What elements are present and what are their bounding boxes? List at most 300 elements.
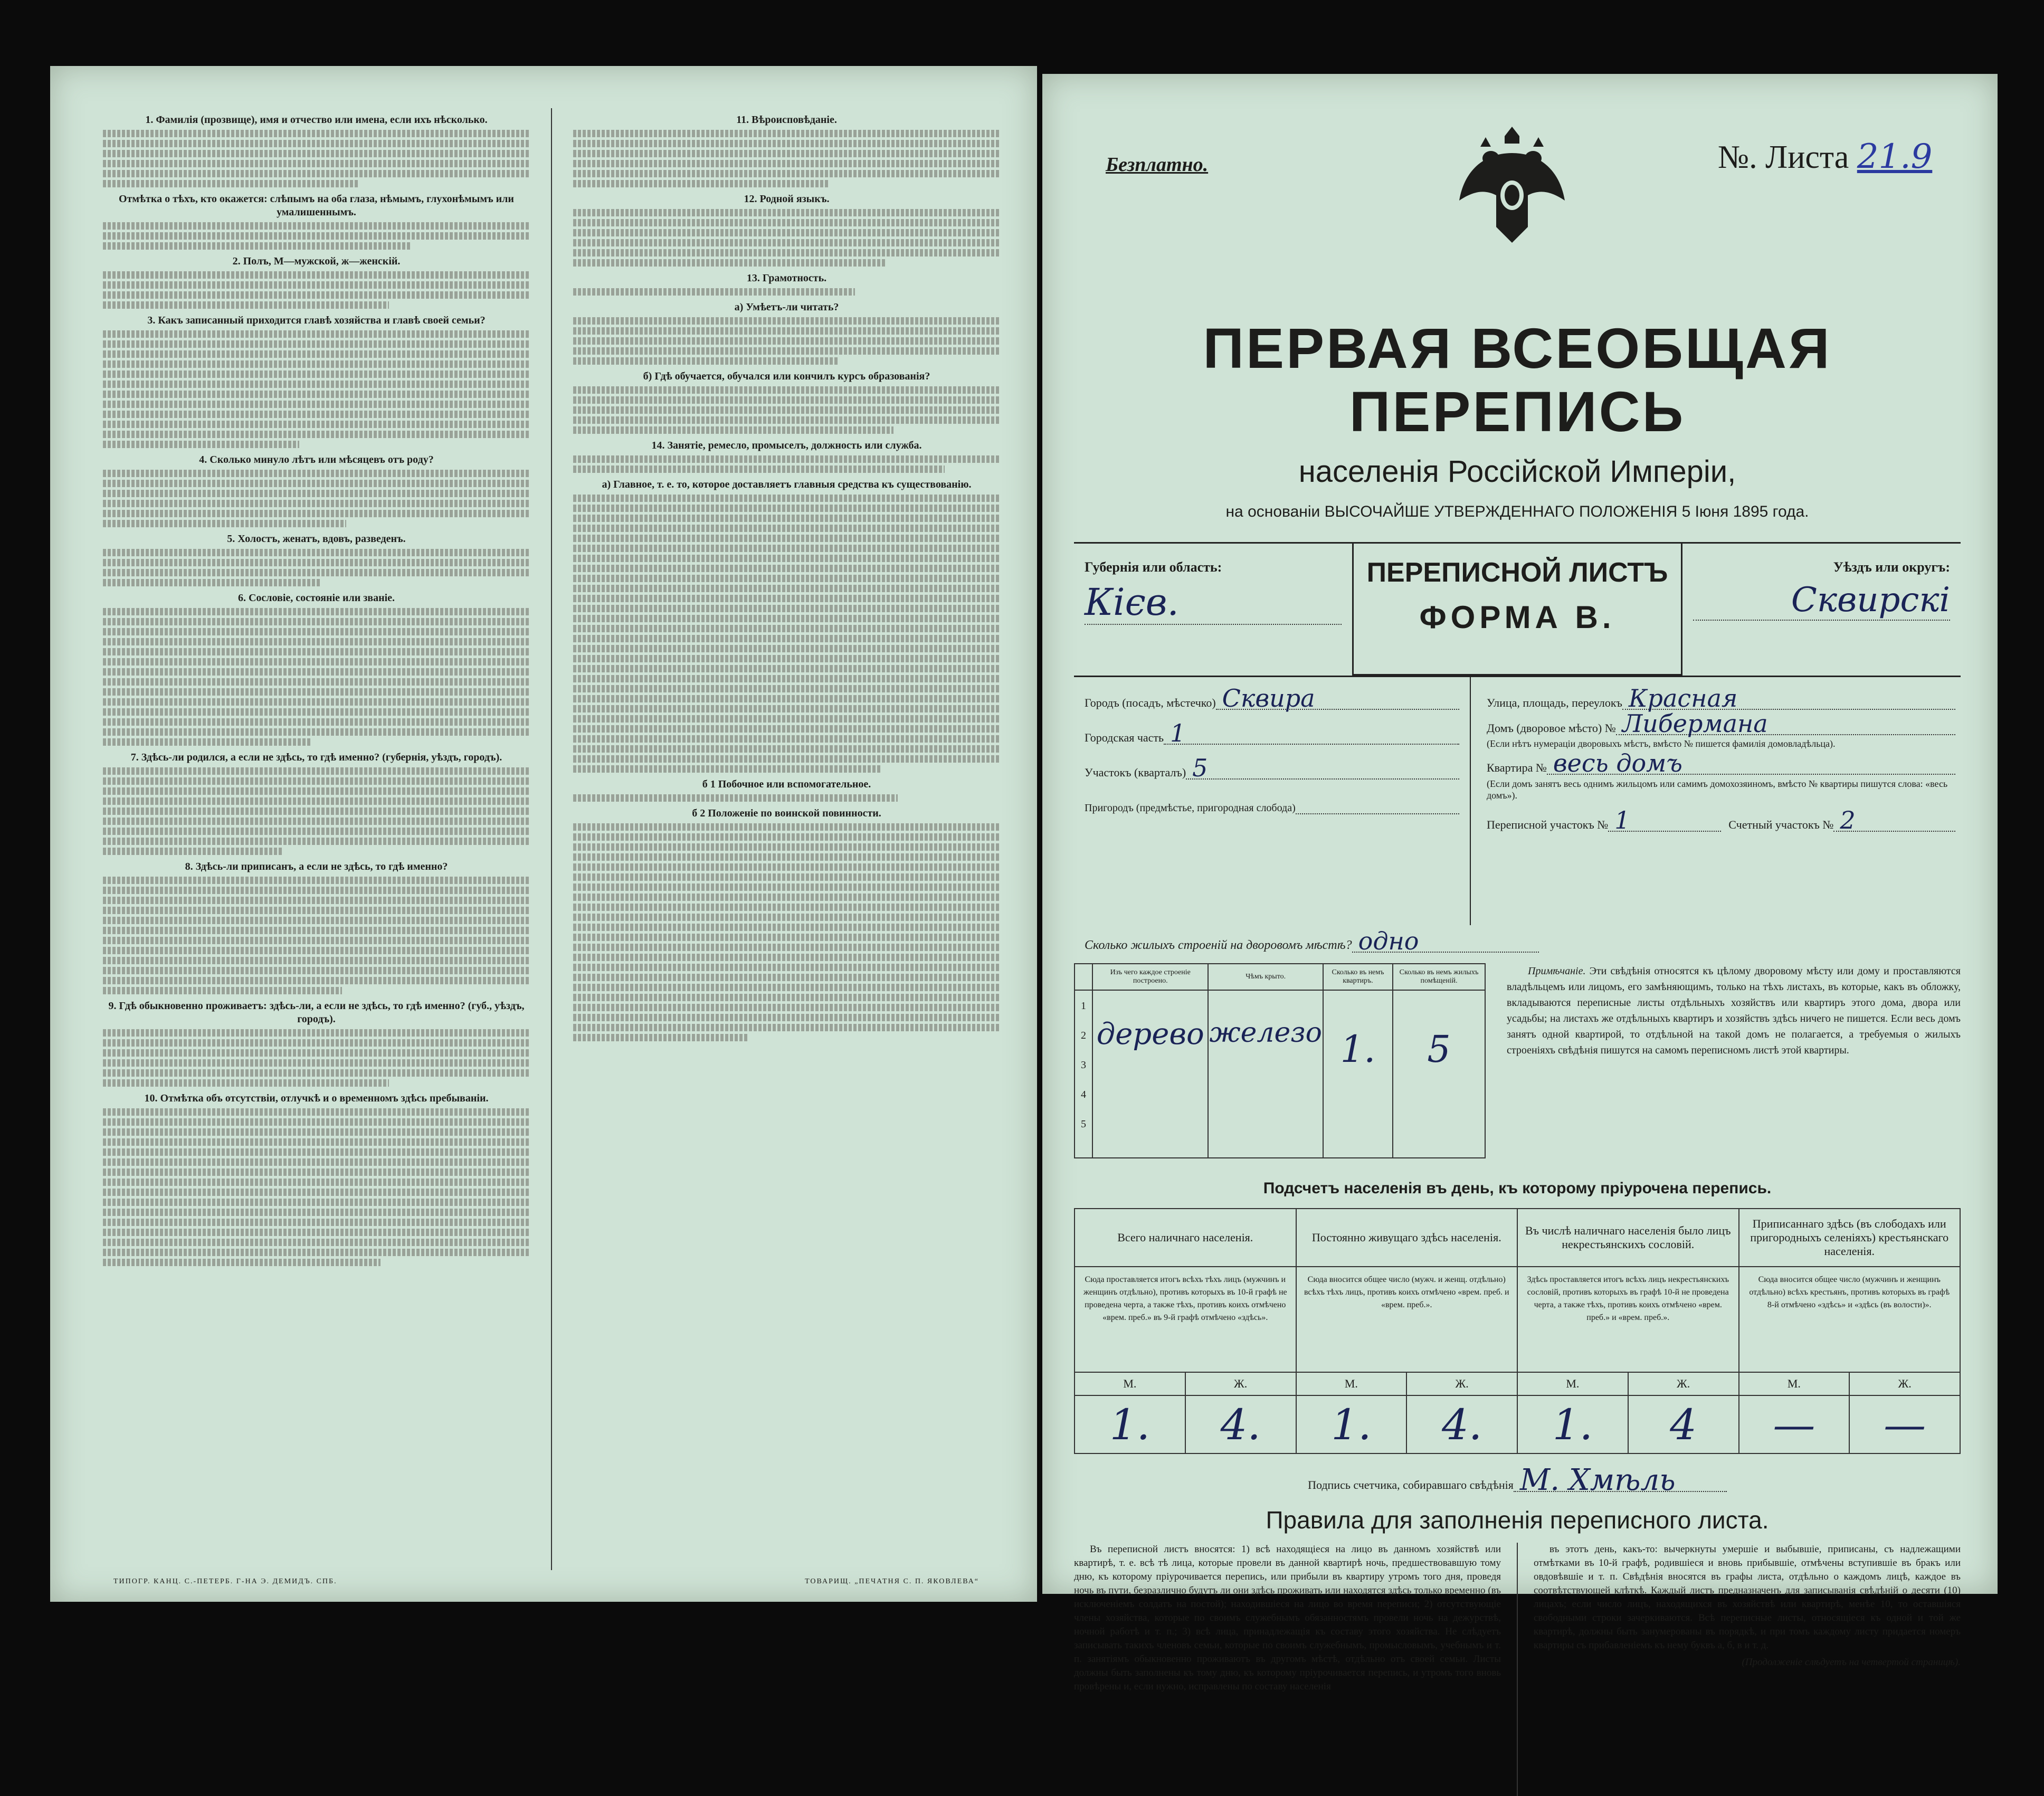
ulitsa-label: Улица, площадь, переулокъ (1487, 696, 1622, 709)
print-line (573, 515, 1000, 522)
print-line (103, 281, 530, 289)
instruction-heading: 1. Фамилія (прозвище), имя и отчество или имена, если ихъ нѣсколько. (145, 114, 488, 126)
census-title: ПЕРВАЯ ВСЕОБЩАЯ ПЕРЕПИСЬ (1203, 316, 1832, 443)
print-line (573, 565, 1000, 572)
print-line (573, 455, 1000, 463)
print-line (103, 628, 530, 635)
instruction-heading: б 1 Побочное или вспомогательное. (702, 778, 871, 790)
print-line (573, 595, 1000, 602)
print-line (103, 1039, 530, 1047)
print-line (573, 150, 1000, 157)
ulitsa-row (1487, 684, 1955, 712)
census-subtitle: населенія Россійской Имперіи, (1298, 454, 1736, 489)
print-line (103, 470, 530, 477)
print-line (573, 615, 1000, 622)
print-line (103, 977, 530, 984)
print-line (573, 863, 1000, 871)
print-line (103, 431, 530, 438)
address-left (1074, 677, 1471, 925)
instruction-heading: 13. Грамотность. (746, 272, 827, 284)
instructions-column-1 (103, 108, 530, 1570)
print-line (103, 381, 530, 388)
ulitsa-value: Красная (1622, 688, 1955, 710)
sheet-number-value: 21.9 (1857, 137, 1933, 176)
print-line (573, 1034, 748, 1041)
buildings-header-roof: Чѣмъ крыто. (1208, 964, 1323, 990)
print-line (573, 984, 1000, 991)
instructions-column-2 (573, 108, 1000, 1570)
podschet-mz-row (1075, 1372, 1960, 1395)
uchastok-row (1085, 754, 1459, 782)
instruction-heading: 12. Родной языкъ. (744, 193, 830, 205)
print-line (103, 797, 530, 805)
gubernia-label: Губернія или область: (1085, 559, 1222, 575)
gorod-row (1085, 684, 1459, 712)
print-line (103, 807, 530, 815)
print-line (103, 1029, 530, 1037)
print-line (103, 1148, 530, 1156)
dom-row (1487, 709, 1955, 738)
prigorod-row (1085, 792, 1459, 814)
print-line (573, 406, 1000, 414)
print-line (573, 239, 1000, 246)
print-line (573, 160, 1000, 167)
print-line (103, 1138, 530, 1146)
print-line (103, 1259, 381, 1266)
print-line (103, 370, 530, 378)
note-text: Эти свѣдѣнія относятся къ цѣлому дворовому мѣсту или дому и проставляются владѣльцемъ или лицомъ, его замѣняющимъ, только на тѣхъ листахъ, въ которые, какъ въ обложку, вкладываются переписные листы отдѣльныхъ хозяйствъ или квартиръ этого дома, двора или усадьбы; на листахъ же отдѣльныхъ квартиръ и хозяйствъ здѣсь ничего не пишется. Если весь домъ занятъ одной квартирой, то отдѣльной на такой домъ не полагается, а требуемыя о жилыхъ строеніяхъ свѣдѣнія пишутся на самомъ переписномъ листѣ этой квартиры. (1507, 965, 1961, 1056)
print-line (103, 907, 530, 914)
form-title-line2: ФОРМА В. (1419, 600, 1615, 635)
stroenia-label: Сколько жилыхъ строеній на дворовомъ мѣстѣ? (1085, 938, 1352, 952)
print-line (573, 1024, 1000, 1031)
print-line (103, 877, 530, 884)
print-line (573, 944, 1000, 951)
print-line (103, 350, 530, 358)
print-line (103, 718, 530, 726)
print-line (573, 229, 1000, 236)
sheet-number (1718, 137, 1932, 176)
print-line (573, 883, 1000, 891)
print-line (103, 301, 389, 309)
census-basis: на основаніи ВЫСОЧАЙШЕ УТВЕРЖДЕННАГО ПОЛОЖЕНІЯ 5 Іюня 1895 года. (1225, 503, 1809, 520)
print-line (103, 140, 530, 147)
instruction-heading: а) Умѣетъ-ли читать? (734, 301, 839, 313)
print-line (103, 838, 530, 845)
signature-value: М. Хмѣль (1514, 1470, 1727, 1492)
print-line (573, 605, 1000, 612)
podschet-header-noncrestian: Въ числѣ наличнаго населенія было лицъ некрестьянскихъ сословій. (1517, 1209, 1739, 1267)
print-line (573, 635, 1000, 642)
mz-label: Ж. (1406, 1372, 1517, 1395)
podschet-notes-row (1075, 1267, 1960, 1372)
printer-marks (50, 1578, 1037, 1602)
row-number: 5 (1081, 1118, 1086, 1130)
print-line (103, 549, 530, 556)
buildings-header-apartments: Сколько въ немъ квартиръ. (1323, 964, 1393, 990)
podschet-note: Сюда проставляется итогъ всѣхъ тѣхъ лицъ (мужчинъ и женщинъ отдѣльно), противъ которыхъ въ 10-й графѣ не проведена черта, а также тѣхъ, противъ коихъ отмѣчено «врем. преб.» въ 9-й графѣ отмѣчено «здѣсь». (1075, 1267, 1296, 1372)
stroenia-value: одно (1352, 930, 1539, 953)
column-divider (551, 108, 552, 1570)
print-line (103, 421, 530, 428)
print-line (573, 209, 1000, 216)
buildings-table (1074, 963, 1486, 1158)
gubernia-block (1074, 544, 1352, 676)
print-line (573, 219, 1000, 226)
print-line (573, 357, 838, 365)
print-line (103, 818, 530, 825)
print-line (103, 559, 530, 566)
uezd-value: Сквирскі (1693, 581, 1950, 621)
instruction-heading: 5. Холостъ, женатъ, вдовъ, разведенъ. (227, 533, 406, 545)
buildings-section (1074, 963, 1961, 1169)
form-header (1074, 544, 1961, 676)
print-line (103, 1108, 530, 1116)
buildings-header-row (1075, 964, 1485, 990)
rules-title: Правила для заполненія переписного листа. (1266, 1506, 1769, 1534)
schetny-label: Счетный участокъ № (1728, 818, 1834, 831)
chast-row (1085, 719, 1459, 747)
row-number: 4 (1081, 1089, 1086, 1100)
mz-label: Ж. (1628, 1372, 1739, 1395)
print-line (103, 1059, 530, 1067)
buildings-row-numbers (1075, 990, 1092, 1158)
print-line (573, 317, 1000, 325)
mz-label: М. (1296, 1372, 1407, 1395)
print-line (573, 625, 1000, 632)
signature-row (1074, 1463, 1961, 1497)
print-line (103, 160, 530, 167)
signature-label: Подпись счетчика, собиравшаго свѣдѣнія (1308, 1478, 1514, 1491)
print-line (103, 1199, 530, 1206)
print-line (573, 894, 1000, 901)
print-line (103, 688, 530, 696)
print-line (573, 994, 1000, 1001)
print-line (103, 340, 530, 348)
print-line (103, 1079, 389, 1087)
mz-label: М. (1739, 1372, 1850, 1395)
right-page (1042, 74, 1998, 1692)
uchastok-label: Участокъ (кварталъ) (1085, 766, 1186, 779)
print-line (573, 130, 1000, 137)
print-line (103, 608, 530, 615)
kvartira-label: Квартира № (1487, 761, 1547, 774)
free-label: Безплатно. (1106, 154, 1209, 176)
print-line (103, 401, 530, 408)
buildings-data-row (1075, 990, 1485, 1158)
print-line (103, 1158, 530, 1166)
podschet-value: 1. (1296, 1395, 1407, 1453)
mz-label: Ж. (1185, 1372, 1296, 1395)
print-line (103, 480, 530, 487)
print-line (103, 848, 282, 855)
print-line (573, 337, 1000, 345)
rules-column-2-text: въ этотъ день, какъ-то: вычеркнуты умершіе и выбывшіе, приписаны, съ надлежащими отмѣтками въ 10-й графѣ, родившіеся и вновь прибывшіе, отмѣчены вступившіе въ бракъ или овдовѣвшіе и т. п. Свѣдѣнія вносятся въ графы листа, отдѣльно о каждомъ лицѣ, каждое въ соотвѣтствующей клѣткѣ. Каждый листъ предназначенъ для записыванія свѣдѣній о десяти (10) лицахъ; если число лицъ, находящихся въ хозяйствѣ или квартирѣ, менѣе 10, то оставшіяся свободными строки зачеркиваются. Всѣ переписные листы, относящіеся къ одной и той же квартирѣ, должны быть занумерованы въ порядкѣ, и при томъ каждому листу придается номеръ квартиры съ прибавленіемъ къ нему буквъ а, б, в и т. д. (1534, 1544, 1961, 1651)
podschet-note: Сюда вносится общее число (мужчинъ и женщинъ отдѣльно) всѣхъ крестьянъ, противъ которыхъ въ графѣ 8-й отмѣчено «здѣсь» и «здѣсь (въ волости)». (1739, 1267, 1961, 1372)
print-line (573, 575, 1000, 582)
print-line (573, 745, 1000, 753)
print-line (103, 330, 530, 338)
podschet-value: 4 (1628, 1395, 1739, 1453)
print-line (573, 873, 1000, 881)
print-line (103, 1128, 530, 1136)
print-line (103, 1189, 530, 1196)
uezd-block (1682, 544, 1961, 676)
print-line (103, 579, 321, 586)
uchastki-row (1487, 806, 1955, 834)
print-line (573, 715, 1000, 723)
double-headed-eagle-emblem (1454, 121, 1570, 248)
prigorod-label: Пригородъ (предмѣстье, пригородная слобода) (1085, 802, 1296, 814)
print-line (103, 1239, 530, 1246)
print-line (103, 987, 342, 994)
schetny-value: 2 (1833, 810, 1955, 832)
dom-label: Домъ (дворовое мѣсто) № (1487, 721, 1616, 735)
print-line (103, 668, 530, 676)
print-line (573, 705, 1000, 712)
mz-label: М. (1517, 1372, 1628, 1395)
dom-value: Либермана (1616, 713, 1955, 735)
gorod-label: Городъ (посадъ, мѣстечко) (1085, 696, 1216, 709)
print-line (573, 853, 1000, 861)
print-line (103, 222, 530, 230)
print-line (103, 242, 410, 250)
dom-note: (Если нѣтъ нумераціи дворовыхъ мѣстъ, вмѣсто № пишется фамилія домовладѣльца). (1487, 738, 1836, 749)
podschet-header-row (1075, 1209, 1960, 1267)
print-line (573, 823, 1000, 831)
instruction-heading: б) Гдѣ обучается, обучался или кончилъ курсъ образованія? (643, 370, 930, 382)
print-line (103, 648, 530, 655)
print-line (573, 1004, 1000, 1011)
print-line (103, 291, 530, 299)
print-line (103, 1219, 530, 1226)
printer-right: ТОВАРИЩ. „ПЕЧАТНЯ С. П. ЯКОВЛЕВА“ (805, 1578, 979, 1585)
print-line (573, 1014, 1000, 1021)
print-line (103, 271, 530, 279)
print-line (103, 947, 530, 954)
print-line (103, 170, 530, 177)
print-line (103, 738, 312, 746)
mz-label: М. (1075, 1372, 1185, 1395)
print-line (573, 735, 1000, 743)
print-line (103, 897, 530, 904)
print-line (103, 967, 530, 974)
print-line (103, 1229, 530, 1236)
print-line (573, 259, 885, 267)
print-line (573, 555, 1000, 562)
print-line (573, 525, 1000, 532)
print-line (103, 638, 530, 645)
left-page (50, 66, 1037, 1602)
instruction-heading: 2. Полъ, М—мужской, ж—женскій. (232, 255, 401, 267)
print-line (103, 787, 530, 795)
instruction-heading: 11. Вѣроисповѣданіе. (736, 114, 837, 126)
kvartira-value: весь домъ (1547, 753, 1955, 775)
print-line (573, 695, 1000, 702)
print-line (573, 505, 1000, 512)
print-line (573, 755, 1000, 763)
print-line (573, 954, 1000, 961)
chast-value: 1 (1164, 723, 1459, 745)
print-line (573, 396, 1000, 404)
podschet-value: 1. (1075, 1395, 1185, 1453)
print-line (573, 914, 1000, 921)
print-line (573, 416, 1000, 424)
podschet-values-row (1075, 1395, 1960, 1453)
buildings-material-value: дерево (1092, 990, 1208, 1158)
print-line (573, 833, 1000, 841)
chast-label: Городская часть (1085, 731, 1164, 744)
print-line (103, 500, 530, 507)
print-line (103, 678, 530, 686)
buildings-header-rooms: Сколько въ немъ жилыхъ помѣщеній. (1393, 964, 1485, 990)
address-right (1471, 677, 1961, 925)
print-line (573, 924, 1000, 931)
print-line (573, 426, 893, 434)
kvartira-note: (Если домъ занятъ весь однимъ жильцомъ или самимъ домохозяиномъ, вмѣсто № квартиры пишутся слова: «весь домъ»). (1487, 778, 1948, 801)
print-line (103, 411, 530, 418)
print-line (573, 495, 1000, 502)
print-line (103, 510, 530, 517)
mz-label: Ж. (1849, 1372, 1960, 1395)
instruction-heading: 8. Здѣсь-ли приписанъ, а если не здѣсь, то гдѣ именно? (185, 861, 448, 872)
print-line (573, 465, 945, 473)
rules-continued: (Продолженіе слѣдуетъ на четвертой страницѣ). (1742, 1657, 1961, 1668)
print-line (103, 180, 359, 187)
print-line (103, 360, 530, 368)
print-line (103, 708, 530, 716)
print-line (103, 917, 530, 924)
print-line (573, 964, 1000, 971)
podschet-note: Здѣсь проставляется итогъ всѣхъ лицъ некрестьянскихъ сословій, противъ которыхъ въ графѣ 10-й не проведена черта, а также тѣхъ, противъ коихъ отмѣчено «врем. преб.» и «врем. преб.». (1517, 1267, 1739, 1372)
print-line (103, 569, 530, 576)
podschet-value: 4. (1185, 1395, 1296, 1453)
print-line (103, 828, 530, 835)
print-line (573, 386, 1000, 394)
print-line (573, 765, 880, 773)
print-line (103, 777, 530, 785)
print-line (573, 974, 1000, 981)
print-line (103, 698, 530, 706)
buildings-header-material: Изъ чего каждое строеніе построено. (1092, 964, 1208, 990)
rules-column-2 (1534, 1543, 1961, 1796)
print-line (573, 347, 1000, 355)
podschet-value: — (1739, 1395, 1850, 1453)
instruction-heading: 10. Отмѣтка объ отсутствіи, отлучкѣ и о временномъ здѣсь пребываніи. (144, 1092, 489, 1104)
print-line (573, 675, 1000, 682)
buildings-apartments-value: 1. (1323, 990, 1393, 1158)
podschet-note: Сюда вносится общее число (мужч. и женщ. отдѣльно) всѣхъ тѣхъ лицъ, противъ коихъ отмѣчено «врем. преб. и «врем. преб.». (1296, 1267, 1518, 1372)
print-line (573, 545, 1000, 552)
podschet-header-total: Всего наличнаго населенія. (1075, 1209, 1296, 1267)
print-line (103, 927, 530, 934)
print-line (573, 794, 898, 802)
form-title-box (1352, 544, 1682, 676)
print-line (103, 1069, 530, 1077)
print-line (103, 441, 299, 448)
perepisnoy-value: 1 (1608, 810, 1721, 832)
print-line (573, 249, 1000, 256)
instruction-heading: б 2 Положеніе по воинской повинности. (692, 807, 881, 819)
print-line (103, 767, 530, 775)
print-line (103, 1168, 530, 1176)
print-line (103, 490, 530, 497)
print-line (103, 150, 530, 157)
podschet-table (1074, 1208, 1961, 1454)
print-line (573, 665, 1000, 672)
print-line (573, 843, 1000, 851)
print-line (103, 130, 530, 137)
print-line (103, 937, 530, 944)
print-line (103, 1249, 530, 1256)
row-number: 1 (1081, 1000, 1086, 1012)
print-line (103, 520, 346, 527)
gorod-value: Сквира (1216, 688, 1459, 710)
uchastok-value: 5 (1186, 757, 1459, 780)
stroenia-row (1074, 925, 1961, 953)
print-line (573, 685, 1000, 692)
print-line (573, 645, 1000, 652)
print-line (103, 1179, 530, 1186)
print-line (573, 725, 1000, 733)
instruction-heading: 3. Какъ записанный приходится главѣ хозяйства и главѣ своей семьи? (147, 315, 486, 326)
print-line (573, 288, 855, 296)
podschet-value: 1. (1517, 1395, 1628, 1453)
print-line (103, 957, 530, 964)
instruction-heading: 9. Гдѣ обыкновенно проживаетъ: здѣсь-ли, а если не здѣсь, то гдѣ именно? (губ., уѣздъ, городъ). (108, 1000, 525, 1025)
print-line (103, 618, 530, 625)
print-line (103, 658, 530, 666)
note-heading: Примѣчаніе. (1528, 965, 1586, 977)
print-line (573, 904, 1000, 911)
print-line (573, 934, 1000, 941)
buildings-rooms-value: 5 (1393, 990, 1485, 1158)
podschet-value: — (1849, 1395, 1960, 1453)
rules-column-1: Въ переписной листъ вносятся: 1) всѣ находящіеся на лицо въ данномъ хозяйствѣ или квартирѣ, т. е. всѣ тѣ лица, которые провели въ данной квартирѣ ночь, предшествовавшую тому дню, къ которому пріурочивается перепись, или прибыли въ квартиру утромъ того дня, проведя ночь въ пути, безразлично будутъ ли они здѣсь проживать или находятся здѣсь только временно (въ исключеніемъ солдатъ на постой); находившіеся на лицо во время переписи; 2) отсутствующіе члены хозяйства, которые по своимъ служебнымъ обязанностямъ провели ночь на дежурствѣ, ночной работѣ и т. п.; 3) всѣ лица, принадлежащія къ составу этого хозяйства. Не слѣдуетъ записывать такихъ членовъ семьи, которые по своимъ служебнымъ, промысловымъ, учебнымъ и т. п. занятіямъ обыкновенно проживаютъ въ другомъ мѣстѣ, отдѣльно отъ своей семьи. Листы должны быть заполнены къ тому дню, къ которому пріурочивается перепись, и утромъ того вновь провѣрены и, если нужно, исправлены по составу населенія (1074, 1544, 1501, 1692)
podschet-header-crestian: Приписаннаго здѣсь (въ слободахъ или пригородныхъ селеніяхъ) крестьянскаго населенія. (1739, 1209, 1961, 1267)
rules-divider (1517, 1543, 1518, 1796)
row-number: 3 (1081, 1059, 1086, 1071)
print-line (103, 232, 530, 240)
prigorod-value (1296, 792, 1459, 814)
instruction-heading: 14. Занятіе, ремесло, промыселъ, должность или служба. (651, 440, 922, 451)
instruction-heading: 4. Сколько минуло лѣтъ или мѣсяцевъ отъ роду? (199, 454, 434, 465)
podschet-header-permanent: Постоянно живущаго здѣсь населенія. (1296, 1209, 1518, 1267)
kvartira-row (1487, 749, 1955, 777)
gubernia-value: Кієв. (1085, 581, 1342, 625)
form-title-line1: ПЕРЕПИСНОЙ ЛИСТЪ (1366, 557, 1668, 588)
print-line (573, 180, 829, 187)
print-line (103, 887, 530, 894)
print-line (573, 655, 1000, 662)
instruction-heading: 7. Здѣсь-ли родился, а если не здѣсь, то гдѣ именно? (губернія, уѣздъ, городъ). (130, 752, 502, 763)
print-line (103, 1049, 530, 1057)
note-block (1507, 963, 1961, 1169)
instruction-heading: 6. Сословіе, состояніе или званіе. (237, 592, 395, 604)
print-line (573, 140, 1000, 147)
instruction-heading: Отмѣтка о тѣхъ, кто окажется: слѣпымъ на оба глаза, нѣмымъ, глухонѣмымъ или умалишеннымъ. (119, 193, 514, 218)
instruction-heading: а) Главное, т. е. то, которое доставляетъ главныя средства къ существованію. (602, 479, 972, 490)
print-line (573, 327, 1000, 335)
print-line (103, 391, 530, 398)
print-line (103, 728, 530, 736)
rules-body (1074, 1543, 1961, 1796)
buildings-roof-value: железо (1208, 990, 1323, 1158)
row-number: 2 (1081, 1030, 1086, 1041)
print-line (573, 170, 1000, 177)
print-line (103, 1118, 530, 1126)
uezd-label: Уѣздъ или округъ: (1833, 559, 1950, 575)
